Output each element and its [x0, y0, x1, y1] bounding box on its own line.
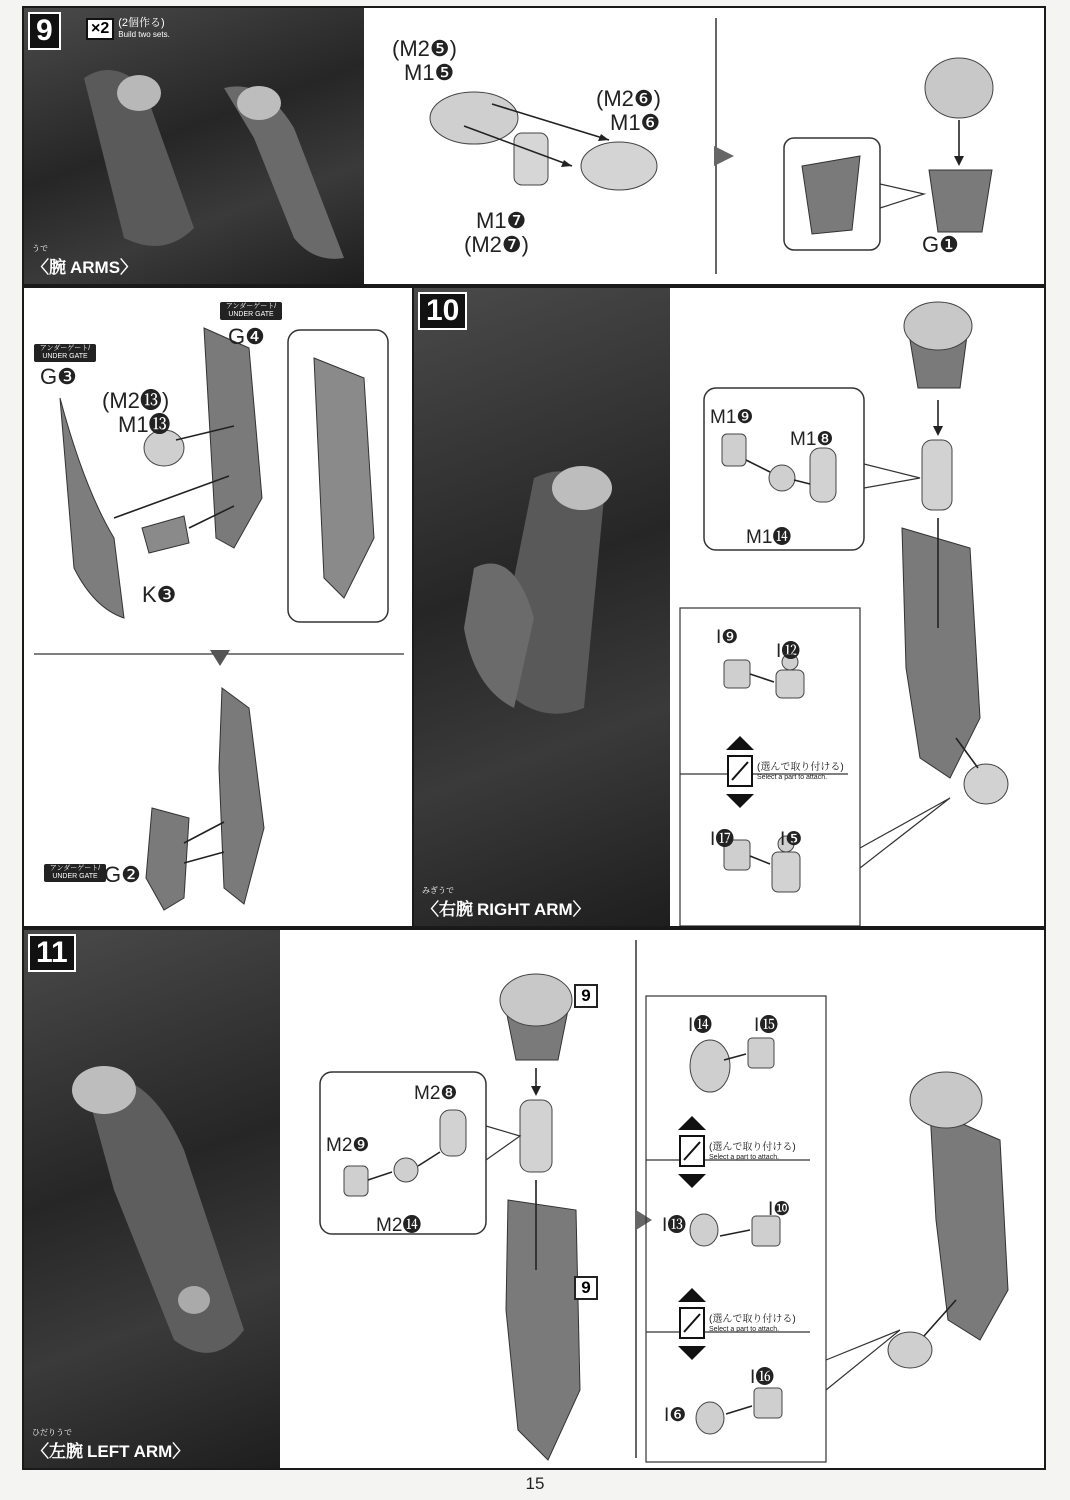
- part-label-i9: I❾: [716, 627, 739, 648]
- left-arm-photo-illustration: [24, 930, 280, 1468]
- caption-en: LEFT ARM〉: [87, 1442, 190, 1461]
- part-label-m213-paren: (M2⓭): [102, 388, 170, 413]
- part-label-m214: M2⓮: [376, 1215, 422, 1236]
- part-label-g4: G❹: [228, 324, 265, 349]
- part-label-i10: I❿: [768, 1199, 791, 1220]
- part-label-i17: I⓱: [710, 829, 735, 850]
- step-ref-9-bottom: 9: [574, 1276, 598, 1300]
- forearm-armor-diagram: [24, 288, 414, 928]
- step9-panel: [22, 6, 1046, 286]
- step11-panel: [22, 928, 1046, 1470]
- step9-photo: [24, 8, 364, 284]
- select-jp: (選んで取り付ける): [757, 762, 844, 773]
- multiplier-en: Build two sets.: [118, 30, 170, 39]
- choose-one-icon: [678, 1288, 706, 1362]
- step10-photo: [414, 288, 670, 926]
- part-label-k3: K❸: [142, 582, 177, 607]
- caption-ruby: みぎうで: [422, 886, 454, 895]
- part-label-i14: I⓮: [688, 1015, 713, 1036]
- part-label-m19: M1❾: [710, 407, 754, 428]
- part-label-g2: G❷: [104, 862, 141, 887]
- select-jp: (選んで取り付ける): [709, 1142, 796, 1153]
- step11-diagram: [280, 930, 1044, 1468]
- select-jp: (選んで取り付ける): [709, 1314, 796, 1325]
- right-arm-photo-illustration: [414, 288, 670, 926]
- part-label-i16: I⓰: [750, 1367, 775, 1388]
- part-label-i5: I❺: [780, 829, 803, 850]
- under-gate-badge-g3: アンダーゲート/ UNDER GATE: [34, 344, 96, 362]
- choose-one-icon: [726, 736, 754, 810]
- part-label-m16: M1❻: [610, 110, 661, 135]
- part-label-i15: I⓯: [754, 1015, 779, 1036]
- under-gate-badge-g4: アンダーゲート/ UNDER GATE: [220, 302, 282, 320]
- step11-photo: [24, 930, 280, 1468]
- part-label-i13: I⓭: [662, 1215, 687, 1236]
- caption-ruby: うで: [32, 244, 48, 253]
- caption-jp: 〈右腕: [422, 900, 473, 919]
- select-en: Select a part to attach.: [709, 1326, 780, 1333]
- caption-jp: 〈左腕: [32, 1442, 83, 1461]
- arm-photo-illustration: [24, 8, 364, 284]
- caption-en: ARMS〉: [70, 258, 138, 277]
- build-two-sets-note: [86, 18, 170, 40]
- left-arm-caption: [32, 1429, 189, 1462]
- step-number: 9: [28, 12, 61, 50]
- page-number: 15: [525, 1474, 545, 1493]
- caption-jp: 〈腕: [32, 258, 66, 277]
- part-label-m28: M2❽: [414, 1083, 458, 1104]
- part-label-m15: M1❺: [404, 60, 455, 85]
- part-label-m113: M1⓭: [118, 412, 171, 437]
- part-label-m27-paren: (M2❼): [464, 232, 529, 257]
- part-label-i6: I❻: [664, 1405, 687, 1426]
- part-label-m114: M1⓮: [746, 527, 792, 548]
- multiplier-badge: ×2: [86, 18, 114, 40]
- part-label-m18: M1❽: [790, 429, 834, 450]
- right-arm-caption: [422, 887, 590, 920]
- choose-one-icon: [678, 1116, 706, 1190]
- part-label-m25-paren: (M2❺): [392, 36, 457, 61]
- step-number: 10: [418, 292, 467, 330]
- part-label-g3: G❸: [40, 364, 77, 389]
- multiplier-jp: (2個作る): [118, 17, 165, 29]
- caption-en: RIGHT ARM〉: [477, 900, 590, 919]
- caption-ruby: ひだりうで: [32, 1428, 72, 1437]
- select-part-note-1: [678, 1116, 796, 1190]
- select-part-note: [726, 736, 844, 810]
- step10-panel: [412, 286, 1046, 928]
- step-ref-9-top: 9: [574, 984, 598, 1008]
- part-label-m26-paren: (M2❻): [596, 86, 661, 111]
- part-label-g1: G❶: [922, 232, 959, 257]
- select-part-note-2: [678, 1288, 796, 1362]
- select-en: Select a part to attach.: [709, 1154, 780, 1161]
- arms-caption: [32, 245, 137, 278]
- part-label-m29: M2❾: [326, 1135, 370, 1156]
- part-label-m17: M1❼: [476, 208, 527, 233]
- forearm-armor-panel: [22, 286, 414, 928]
- under-gate-badge-g2: アンダーゲート/ UNDER GATE: [44, 864, 106, 882]
- select-en: Select a part to attach.: [757, 774, 828, 781]
- part-label-i12: I⓬: [776, 641, 801, 662]
- step-number: 11: [28, 934, 76, 972]
